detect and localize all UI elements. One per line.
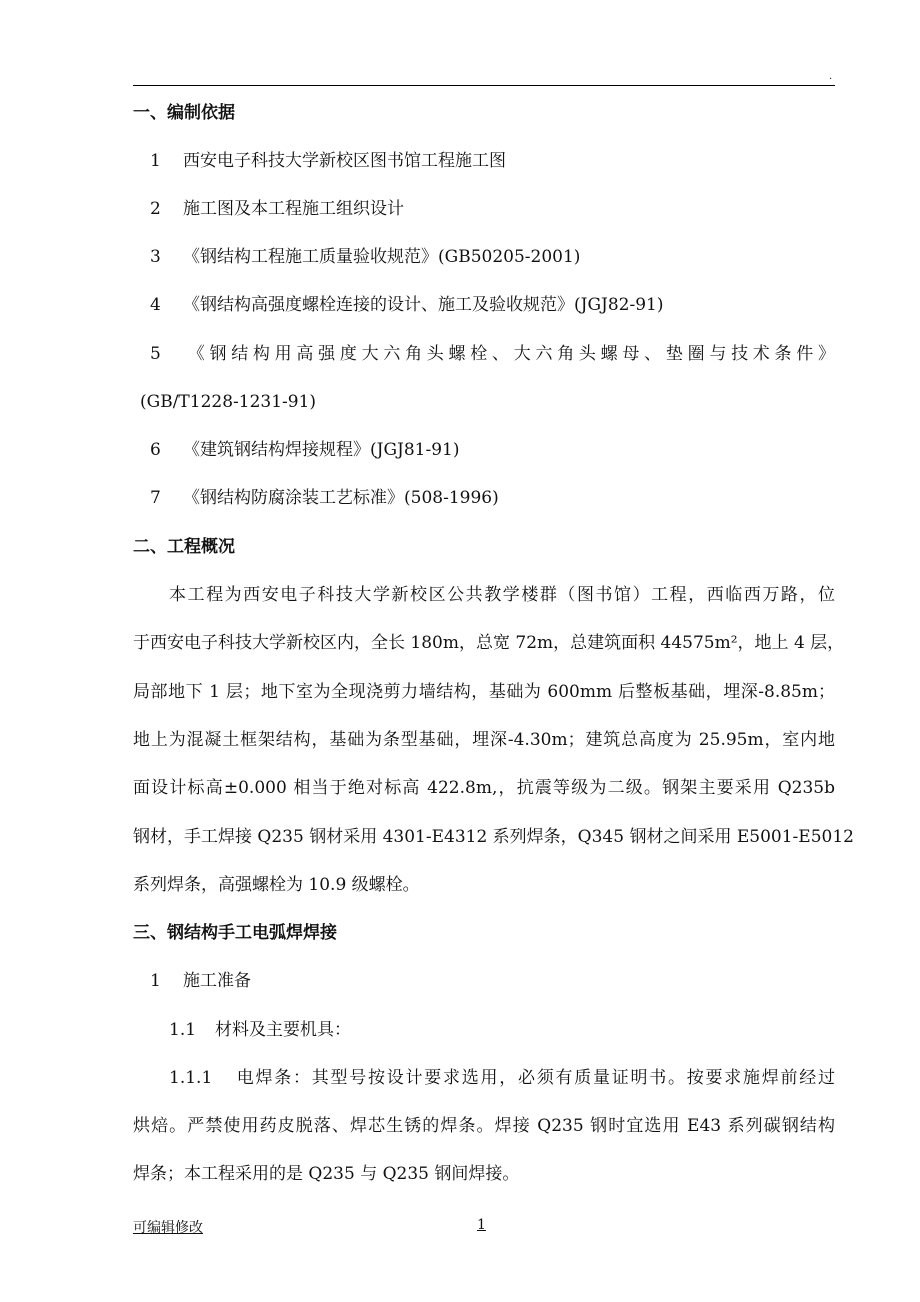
list-item bbox=[133, 440, 459, 460]
list-item bbox=[133, 488, 499, 508]
subsection-text: 施工准备 bbox=[183, 971, 251, 991]
list-item bbox=[133, 151, 506, 171]
list-item bbox=[133, 199, 404, 219]
section-1-title: 一、编制依据 bbox=[133, 103, 235, 123]
section-2-title: 二、工程概况 bbox=[133, 537, 235, 557]
paragraph-line: 于西安电子科技大学新校区内，全长 180m，总宽 72m，总建筑面积 44575m²，地上 4 层， bbox=[133, 633, 845, 653]
list-item-number: 2 bbox=[150, 199, 161, 219]
paragraph-line: 系列焊条，高强螺栓为 10.9 级螺栓。 bbox=[133, 875, 420, 895]
list-item-number: 4 bbox=[150, 295, 161, 315]
list-item-text: 施工图及本工程施工组织设计 bbox=[183, 199, 404, 219]
section-3-title: 三、钢结构手工电弧焊焊接 bbox=[133, 923, 337, 943]
list-item bbox=[133, 344, 835, 364]
page-number: 1 bbox=[477, 1217, 486, 1233]
list-item-text: 《建筑钢结构焊接规程》(JGJ81-91) bbox=[183, 440, 460, 460]
list-item-text: 《钢结构工程施工质量验收规范》(GB50205-2001) bbox=[183, 247, 581, 267]
subsection-text: 电焊条：其型号按设计要求选用，必须有质量证明书。按要求施焊前经过 bbox=[235, 1068, 835, 1088]
subsection-number: 1.1 bbox=[169, 1020, 197, 1040]
list-item-number: 1 bbox=[150, 151, 161, 171]
list-item-number: 5 bbox=[150, 344, 161, 364]
list-item-number: 7 bbox=[150, 488, 161, 508]
list-item-continuation: (GB/T1228-1231-91) bbox=[140, 392, 317, 412]
subsection-heading bbox=[169, 1020, 351, 1040]
subsection-heading bbox=[169, 1068, 835, 1088]
subsection-text: 材料及主要机具： bbox=[215, 1020, 351, 1040]
paragraph-line: 烘焙。严禁使用药皮脱落、焊芯生锈的焊条。焊接 Q235 钢时宜选用 E43 系列碳钢结构 bbox=[133, 1116, 835, 1136]
list-item-text: 西安电子科技大学新校区图书馆工程施工图 bbox=[183, 151, 506, 171]
list-item bbox=[133, 247, 580, 267]
paragraph-line: 焊条；本工程采用的是 Q235 与 Q235 钢间焊接。 bbox=[133, 1164, 520, 1184]
list-item-text: 《钢结构用高强度大六角头螺栓、大六角头螺母、垫圈与技术条件》 bbox=[183, 344, 835, 364]
list-item-text: 《钢结构高强度螺栓连接的设计、施工及验收规范》(JGJ82-91) bbox=[183, 295, 664, 315]
header-rule bbox=[133, 85, 835, 86]
list-item-number: 3 bbox=[150, 247, 161, 267]
list-item-text: 《钢结构防腐涂装工艺标准》(508-1996) bbox=[183, 488, 499, 508]
subsection-heading bbox=[133, 971, 251, 991]
paragraph-line: 面设计标高±0.000 相当于绝对标高 422.8m,，抗震等级为二级。钢架主要采用 Q235b bbox=[133, 778, 835, 798]
paragraph-line: 局部地下 1 层；地下室为全现浇剪力墙结构，基础为 600mm 后整板基础，埋深-8.85m； bbox=[133, 682, 835, 702]
list-item-number: 6 bbox=[150, 440, 161, 460]
paragraph-line: 钢材，手工焊接 Q235 钢材采用 4301-E4312 系列焊条，Q345 钢材之间采用 E5001-E5012 bbox=[133, 827, 854, 847]
header-mark: . bbox=[829, 71, 833, 82]
subsection-number: 1 bbox=[150, 971, 161, 991]
subsection-number: 1.1.1 bbox=[169, 1068, 213, 1088]
paragraph-line: 地上为混凝土框架结构，基础为条型基础，埋深-4.30m；建筑总高度为 25.95m，室内地 bbox=[133, 730, 835, 750]
paragraph-line: 本工程为西安电子科技大学新校区公共教学楼群（图书馆）工程，西临西万路，位 bbox=[169, 585, 835, 605]
list-item bbox=[133, 295, 663, 315]
footer-editable-note: 可编辑修改 bbox=[133, 1220, 203, 1236]
